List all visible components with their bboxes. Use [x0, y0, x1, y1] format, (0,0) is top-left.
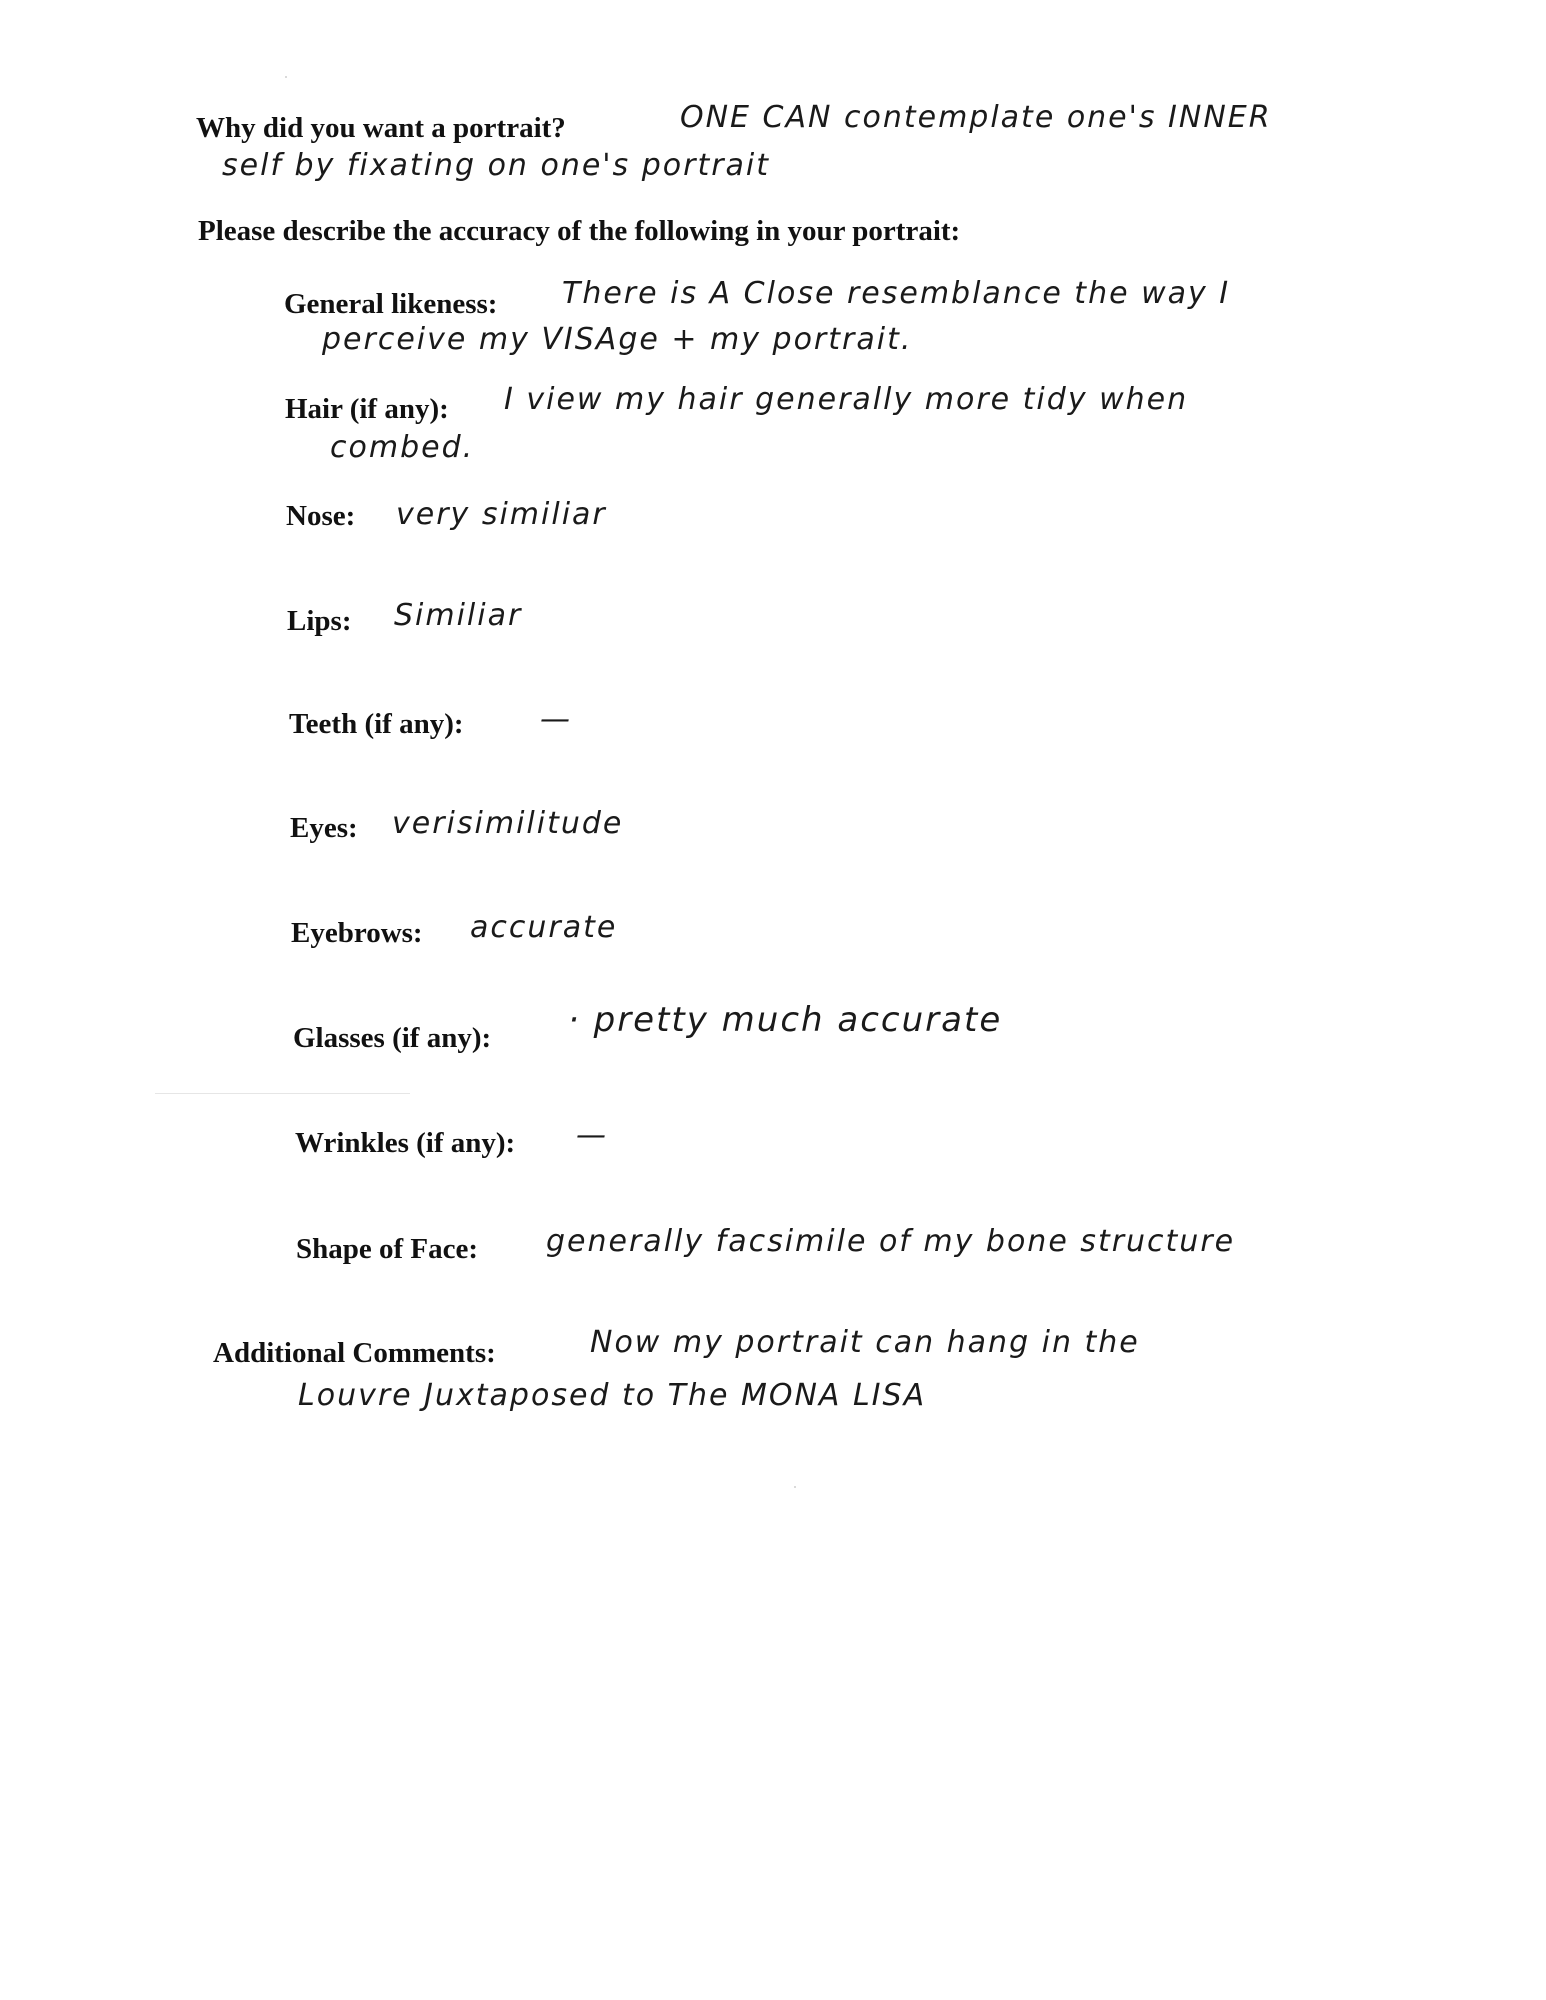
- eyes-answer: verisimilitude: [392, 806, 624, 841]
- wrinkles-label: Wrinkles (if any):: [295, 1127, 516, 1159]
- additional-comments-answer-line2: Louvre Juxtaposed to The MONA LISA: [298, 1378, 927, 1413]
- general-likeness-answer-line1: There is A Close resemblance the way I: [562, 276, 1231, 311]
- hair-answer-line2: combed.: [330, 430, 475, 465]
- hair-label: Hair (if any):: [285, 393, 449, 425]
- additional-comments-label: Additional Comments:: [213, 1337, 496, 1369]
- nose-label: Nose:: [286, 500, 356, 532]
- shape-of-face-answer: generally facsimile of my bone structure: [546, 1224, 1236, 1259]
- shape-of-face-label: Shape of Face:: [296, 1233, 479, 1265]
- scan-divider-line: [155, 1093, 410, 1094]
- glasses-label: Glasses (if any):: [293, 1022, 492, 1054]
- teeth-answer: —: [540, 702, 572, 737]
- nose-answer: very similiar: [396, 497, 607, 532]
- why-portrait-answer-line1: ONE CAN contemplate one's INNER: [680, 100, 1272, 135]
- teeth-label: Teeth (if any):: [289, 708, 464, 740]
- instruction-heading: Please describe the accuracy of the following in your portrait:: [198, 215, 961, 247]
- general-likeness-answer-line2: perceive my VISAge + my portrait.: [322, 322, 913, 357]
- scan-speck: [794, 1486, 796, 1488]
- additional-comments-answer-line1: Now my portrait can hang in the: [590, 1325, 1140, 1360]
- eyes-label: Eyes:: [290, 812, 358, 844]
- scan-speck: [285, 76, 287, 78]
- hair-answer-line1: I view my hair generally more tidy when: [504, 382, 1189, 417]
- lips-label: Lips:: [287, 605, 352, 637]
- general-likeness-label: General likeness:: [284, 288, 498, 320]
- wrinkles-answer: —: [576, 1118, 608, 1153]
- lips-answer: Similiar: [394, 598, 523, 633]
- why-portrait-answer-line2: self by fixating on one's portrait: [222, 148, 771, 183]
- eyebrows-answer: accurate: [470, 910, 618, 945]
- eyebrows-label: Eyebrows:: [291, 917, 423, 949]
- glasses-answer: · pretty much accurate: [568, 1000, 1003, 1040]
- why-portrait-label: Why did you want a portrait?: [196, 112, 566, 144]
